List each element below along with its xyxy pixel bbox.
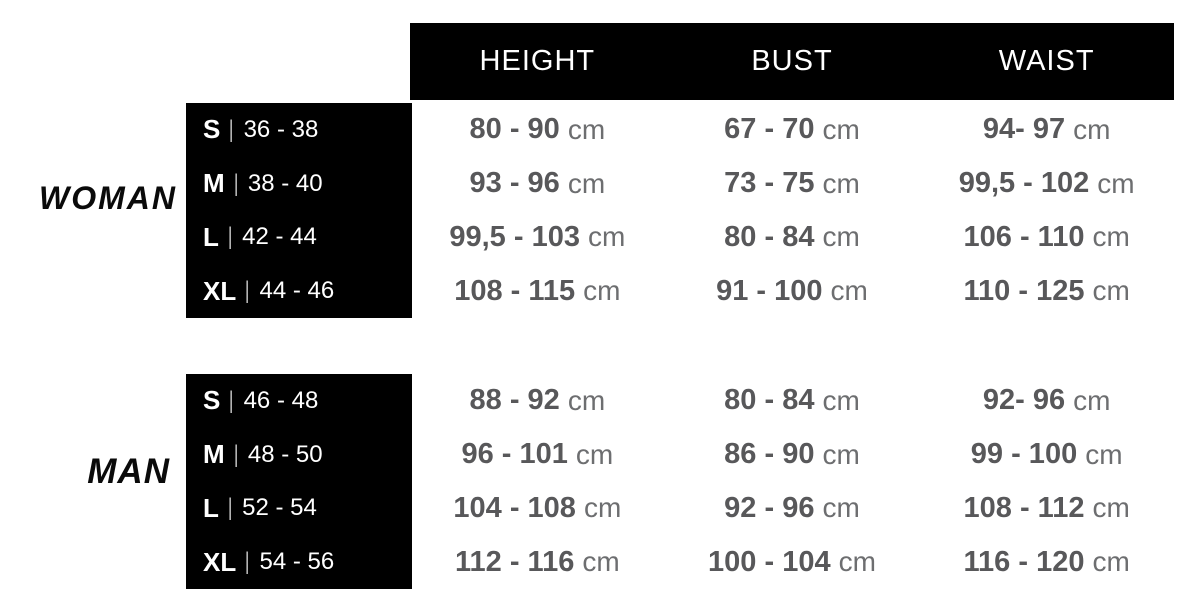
section-label-woman: WOMAN [39, 180, 177, 216]
size-cell [186, 374, 412, 428]
size-separator: | [245, 548, 250, 576]
value-number: 92- 96 [982, 384, 1066, 417]
value-number: 112 - 116 [454, 545, 575, 578]
value-unit: cm [822, 384, 860, 416]
size-cell [186, 211, 412, 265]
value-cell-height [410, 535, 665, 589]
size-separator: | [228, 494, 232, 522]
value-cell-height [410, 428, 665, 482]
value-cell-bust [665, 428, 920, 482]
size-cell [186, 103, 412, 157]
value-unit: cm [822, 438, 860, 470]
value-number: 99,5 - 102 [958, 167, 1090, 200]
size-cell [186, 482, 412, 536]
value-number: 80 - 90 [469, 113, 560, 146]
value-number: 106 - 110 [963, 220, 1085, 253]
value-cell-height [410, 157, 665, 211]
size-cell [186, 535, 412, 589]
value-unit: cm [822, 113, 860, 145]
values-grid-man [410, 374, 1174, 589]
value-cell-height [410, 103, 665, 157]
value-number: 110 - 125 [963, 274, 1085, 307]
value-cell-bust [665, 103, 920, 157]
value-number: 99 - 100 [970, 438, 1078, 471]
value-number: 99,5 - 103 [449, 220, 580, 253]
value-unit: cm [582, 546, 620, 578]
value-cell-waist [919, 103, 1174, 157]
value-unit: cm [567, 113, 606, 145]
value-number: 100 - 104 [708, 545, 831, 578]
value-unit: cm [822, 492, 860, 524]
value-number: 80 - 84 [724, 220, 815, 253]
value-unit: cm [575, 438, 614, 470]
value-unit: cm [1092, 275, 1130, 307]
value-cell-height [410, 482, 665, 536]
value-cell-bust [665, 482, 920, 536]
size-separator: | [245, 277, 250, 305]
value-cell-bust [665, 374, 920, 428]
size-letter: M [203, 168, 225, 199]
size-separator: | [229, 386, 234, 414]
size-letter: L [203, 221, 219, 252]
value-cell-bust [665, 535, 920, 589]
size-range: 54 - 56 [259, 548, 335, 576]
value-unit: cm [1092, 492, 1130, 524]
value-number: 88 - 92 [469, 384, 560, 417]
size-separator: | [229, 115, 234, 143]
value-unit: cm [587, 221, 626, 253]
size-separator: | [233, 440, 238, 468]
value-unit: cm [838, 546, 876, 578]
value-unit: cm [830, 275, 868, 307]
size-letter: S [203, 385, 221, 416]
value-cell-waist [919, 428, 1174, 482]
column-header-height: HEIGHT [479, 45, 596, 77]
size-cell [186, 264, 412, 318]
value-cell-waist [919, 374, 1174, 428]
value-unit: cm [822, 167, 860, 199]
value-unit: cm [1092, 546, 1130, 578]
value-number: 86 - 90 [724, 438, 815, 471]
size-range: 42 - 44 [242, 223, 317, 251]
value-cell-height [410, 374, 665, 428]
value-number: 80 - 84 [724, 384, 815, 417]
size-range: 52 - 54 [242, 494, 317, 522]
value-cell-waist [919, 211, 1174, 265]
size-separator: | [233, 169, 238, 197]
size-range: 36 - 38 [243, 115, 319, 143]
value-cell-bust [665, 157, 920, 211]
size-range: 44 - 46 [259, 277, 335, 305]
column-header-waist: WAIST [998, 45, 1095, 77]
value-unit: cm [1092, 221, 1130, 253]
value-unit: cm [567, 384, 606, 416]
section-label-man: MAN [87, 452, 170, 491]
value-number: 73 - 75 [724, 167, 815, 200]
value-unit: cm [1097, 167, 1135, 199]
value-cell-waist [919, 157, 1174, 211]
value-unit: cm [567, 167, 606, 199]
size-box-man [186, 374, 412, 589]
size-box-woman [186, 103, 412, 318]
value-unit: cm [822, 221, 860, 253]
size-letter: M [203, 439, 225, 470]
value-unit: cm [583, 492, 622, 524]
size-separator: | [228, 223, 232, 251]
value-cell-waist [919, 482, 1174, 536]
value-number: 108 - 115 [454, 274, 576, 307]
value-unit: cm [583, 275, 621, 307]
size-range: 48 - 50 [247, 440, 323, 468]
size-letter: XL [203, 546, 237, 577]
value-number: 116 - 120 [963, 545, 1085, 578]
value-number: 104 - 108 [453, 491, 576, 524]
value-cell-waist [919, 535, 1174, 589]
value-number: 93 - 96 [469, 167, 560, 200]
table-header-bar [410, 23, 1174, 100]
value-cell-height [410, 264, 665, 318]
size-letter: S [203, 114, 221, 145]
value-cell-bust [665, 211, 920, 265]
value-number: 96 - 101 [461, 438, 568, 471]
value-number: 92 - 96 [724, 491, 815, 524]
size-cell [186, 428, 412, 482]
value-unit: cm [1073, 113, 1111, 145]
value-cell-waist [919, 264, 1174, 318]
value-number: 91 - 100 [716, 274, 823, 307]
size-range: 38 - 40 [247, 169, 323, 197]
size-range: 46 - 48 [243, 386, 319, 414]
value-unit: cm [1073, 384, 1111, 416]
value-cell-bust [665, 264, 920, 318]
value-number: 94- 97 [982, 113, 1066, 146]
values-grid-woman [410, 103, 1174, 318]
size-letter: XL [203, 275, 237, 306]
value-number: 67 - 70 [724, 113, 815, 146]
size-cell [186, 157, 412, 211]
value-cell-height [410, 211, 665, 265]
value-number: 108 - 112 [963, 491, 1085, 524]
column-header-bust: BUST [751, 45, 833, 77]
value-unit: cm [1085, 438, 1123, 470]
size-letter: L [203, 492, 219, 523]
